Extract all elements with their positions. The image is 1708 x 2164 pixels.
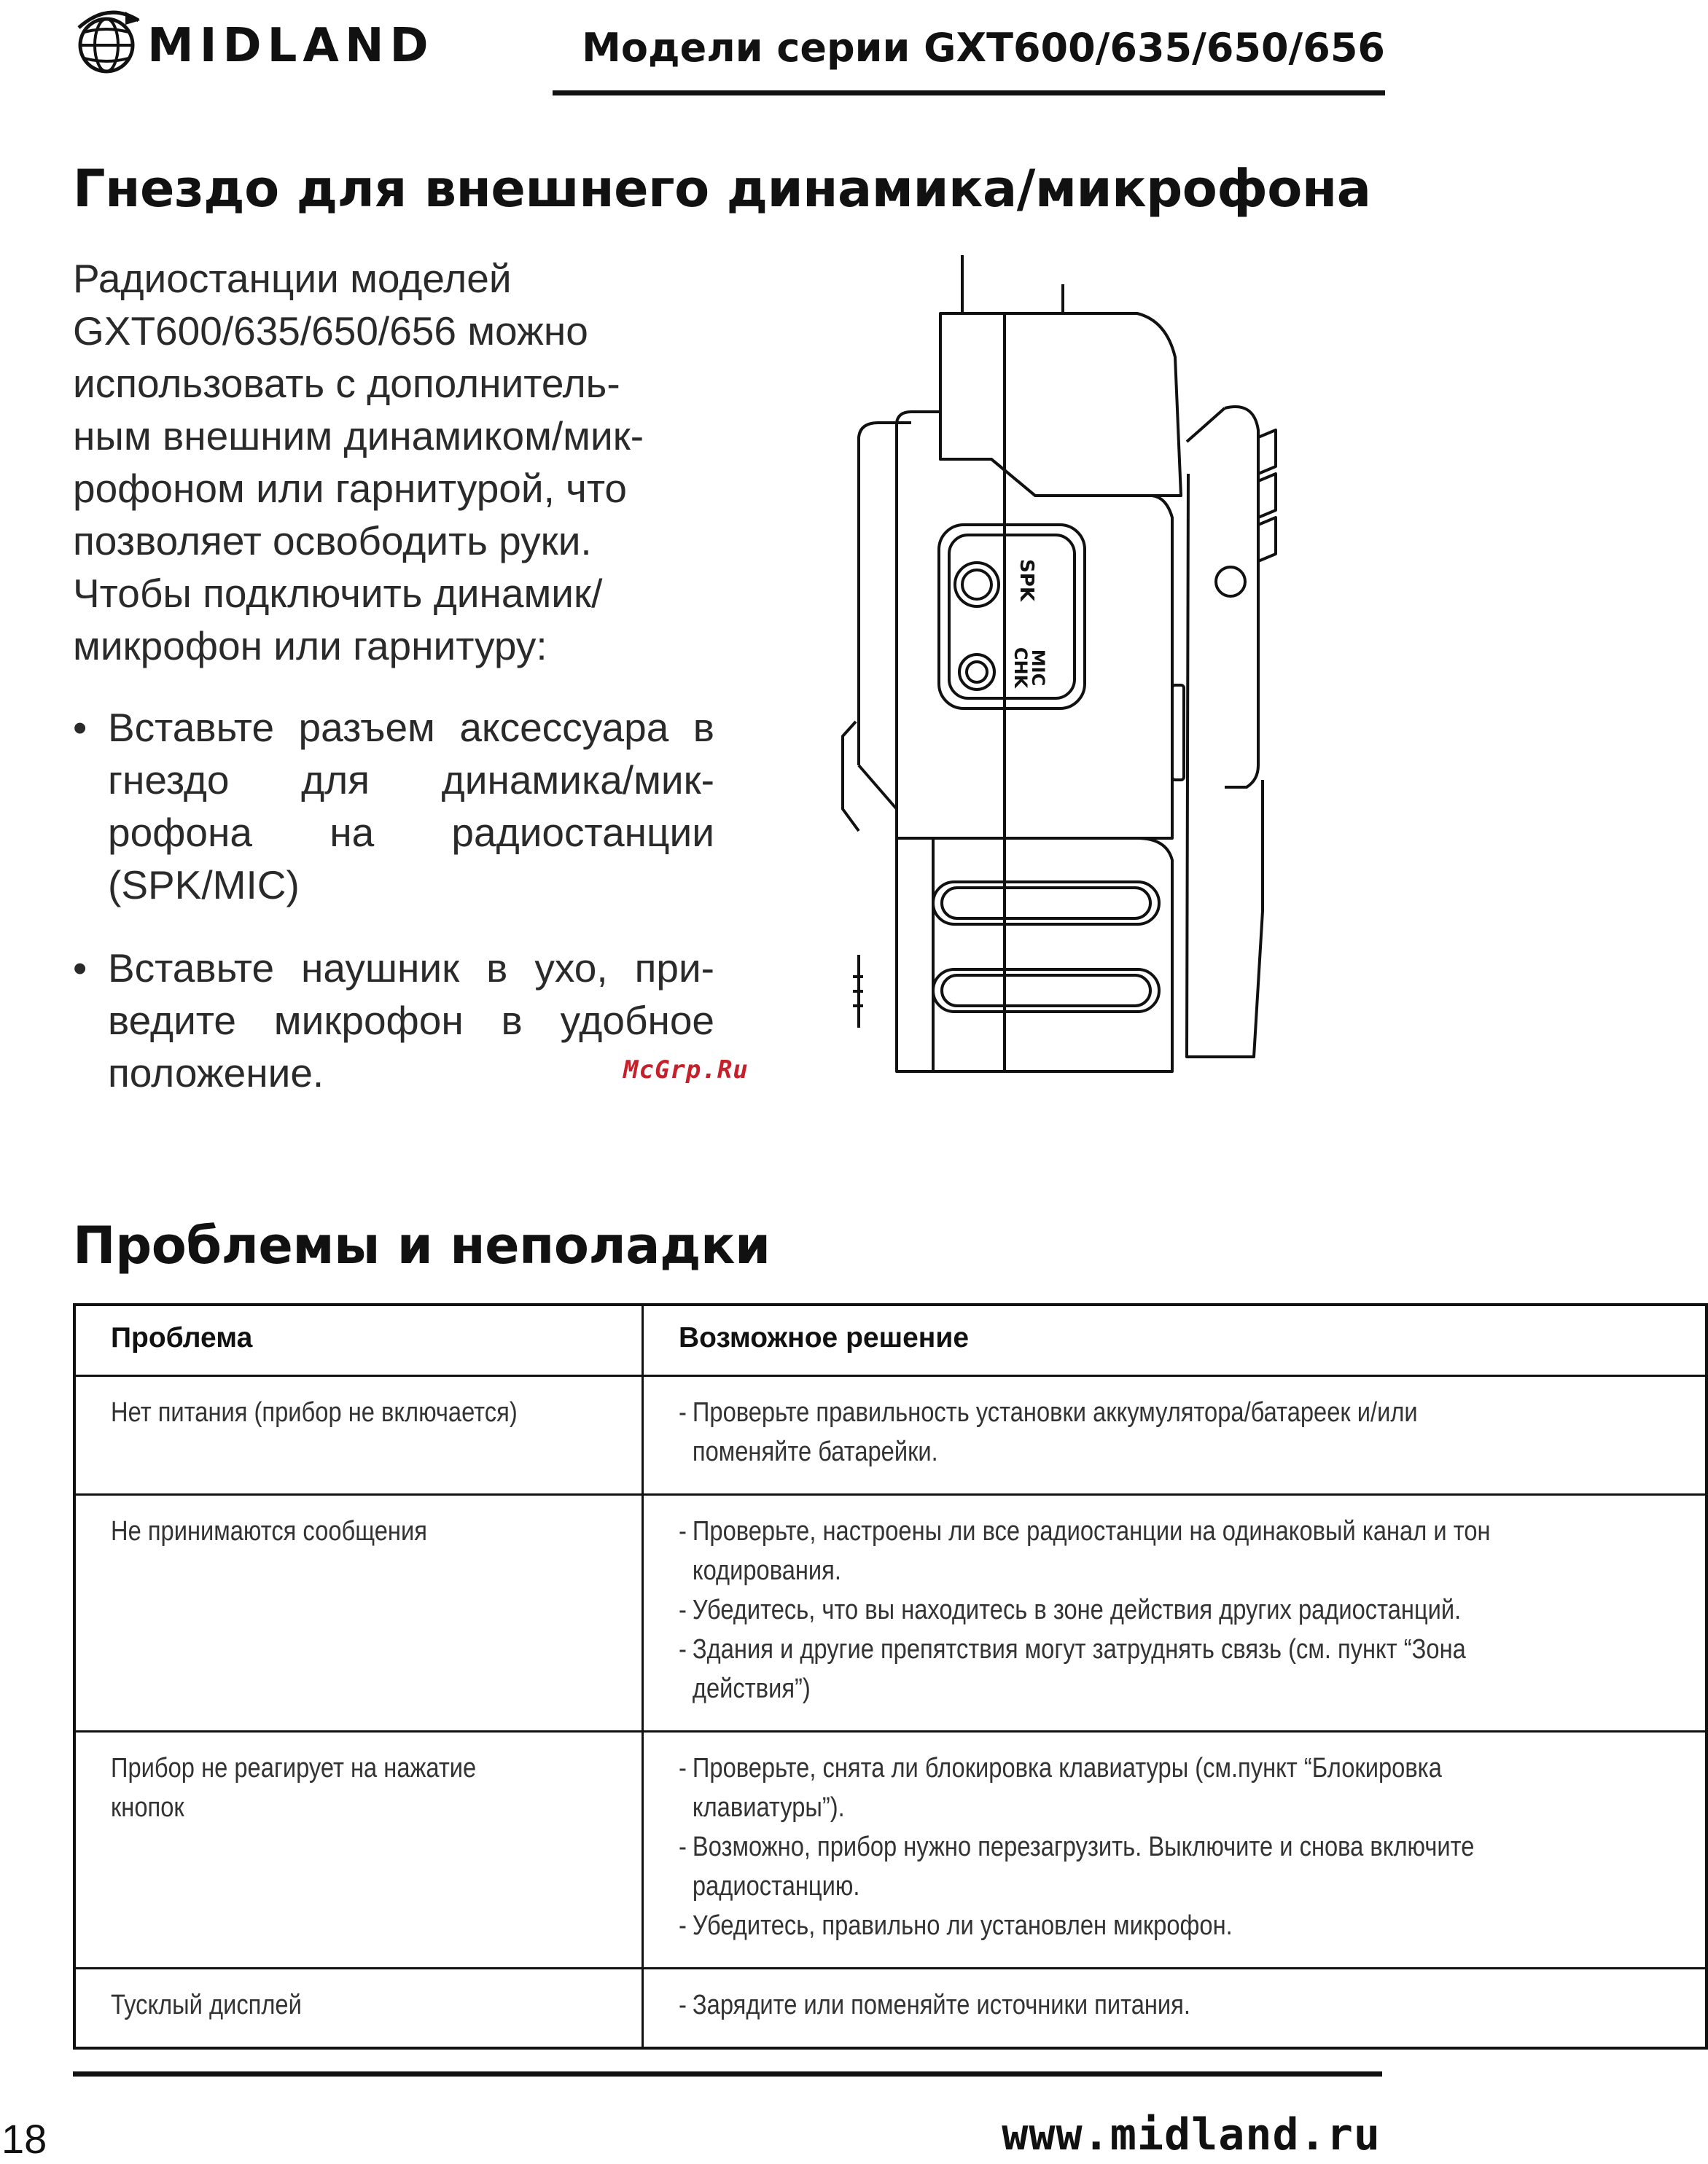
solution-item: - Проверьте, снята ли блокировка клавиатуры (см.пункт “Блокировка клавиатуры”). (679, 1749, 1532, 1827)
problem-cell (74, 1969, 643, 2049)
intro-line: рофоном или гарнитурой, что (73, 466, 627, 511)
website-link[interactable]: www.midland.ru (1002, 2109, 1381, 2160)
page-number: 18 (1, 2116, 47, 2162)
radio-side-illustration (846, 255, 1312, 1079)
intro-line: Чтобы подключить динамик/ (73, 571, 603, 616)
solution-item: - Проверьте, настроены ли все радиостанции на одинаковый канал и тон кодирования. (679, 1512, 1532, 1590)
intro-line: микрофон или гарнитуру: (73, 623, 547, 668)
series-title: Модели серии GXT600/635/650/656 (582, 25, 1385, 71)
problem-text: Тусклый дисплей (111, 1990, 302, 2020)
solution-item: - Убедитесь, правильно ли установлен микрофон. (679, 1906, 1532, 1945)
intro-line: использовать с дополнитель- (73, 361, 620, 406)
bullet-item (73, 701, 714, 911)
intro-line: GXT600/635/650/656 можно (73, 308, 588, 353)
problem-cell (74, 1376, 643, 1495)
intro-line: позволяет освободить руки. (73, 518, 592, 563)
bullet-text: Вставьте разъем аксессуара в гнездо для динамика/мик-рофона на радиостанции (SPK/MIC) (108, 705, 714, 907)
bullet-text: Вставьте наушник в ухо, при-ведите микрофон в удобное положение. (108, 945, 714, 1095)
solution-cell (643, 1495, 1707, 1732)
solution-item: - Зарядите или поменяйте источники питания. (679, 1985, 1532, 2025)
chk-label: CHK (1010, 647, 1031, 689)
problem-cell (74, 1495, 643, 1732)
intro-paragraph (73, 252, 729, 672)
section-heading-troubleshooting: Проблемы и неполадки (73, 1216, 771, 1276)
problem-text: Прибор не реагирует на нажатие кнопок (111, 1753, 477, 1823)
solution-cell (643, 1376, 1707, 1495)
header-divider (553, 90, 1385, 95)
brand-logo (71, 6, 480, 79)
brand-name: MIDLAND (147, 19, 434, 73)
intro-line: Радиостанции моделей (73, 256, 512, 301)
solution-item: - Здания и другие препятствия могут затруднять связь (см. пункт “Зона действия”) (679, 1630, 1532, 1708)
bullet-item (73, 942, 714, 1099)
solution-item: - Убедитесь, что вы находитесь в зоне действия других радиостанций. (679, 1590, 1532, 1630)
bullet-dot-icon: • (73, 945, 87, 991)
table-header-row (74, 1305, 1707, 1376)
table-row (74, 1732, 1707, 1969)
column-header-problem: Проблема (74, 1305, 643, 1376)
intro-line: ным внешним динамиком/мик- (73, 413, 644, 458)
watermark: McGrp.Ru (623, 1055, 749, 1085)
problem-text: Нет питания (прибор не включается) (111, 1397, 518, 1428)
bullet-dot-icon: • (73, 705, 87, 750)
solution-item: - Проверьте правильность установки аккумулятора/батареек и/или поменяйте батарейки. (679, 1393, 1532, 1472)
solution-item: - Возможно, прибор нужно перезагрузить. Выключите и снова включите радиостанцию. (679, 1827, 1532, 1906)
spk-label: SPK (1015, 559, 1037, 601)
table-row (74, 1969, 1707, 2049)
problem-cell (74, 1732, 643, 1969)
footer-divider (73, 2071, 1382, 2077)
solution-cell (643, 1732, 1707, 1969)
column-header-solution: Возможное решение (643, 1305, 1707, 1376)
troubleshooting-table (73, 1303, 1708, 2050)
table-row (74, 1495, 1707, 1732)
problem-text: Не принимаются сообщения (111, 1516, 427, 1547)
globe-icon (71, 6, 144, 79)
solution-cell (643, 1969, 1707, 2049)
table-row (74, 1376, 1707, 1495)
mic-label: MIC (1028, 649, 1048, 687)
section-heading-speaker-jack: Гнездо для внешнего динамика/микрофона (73, 159, 1371, 219)
